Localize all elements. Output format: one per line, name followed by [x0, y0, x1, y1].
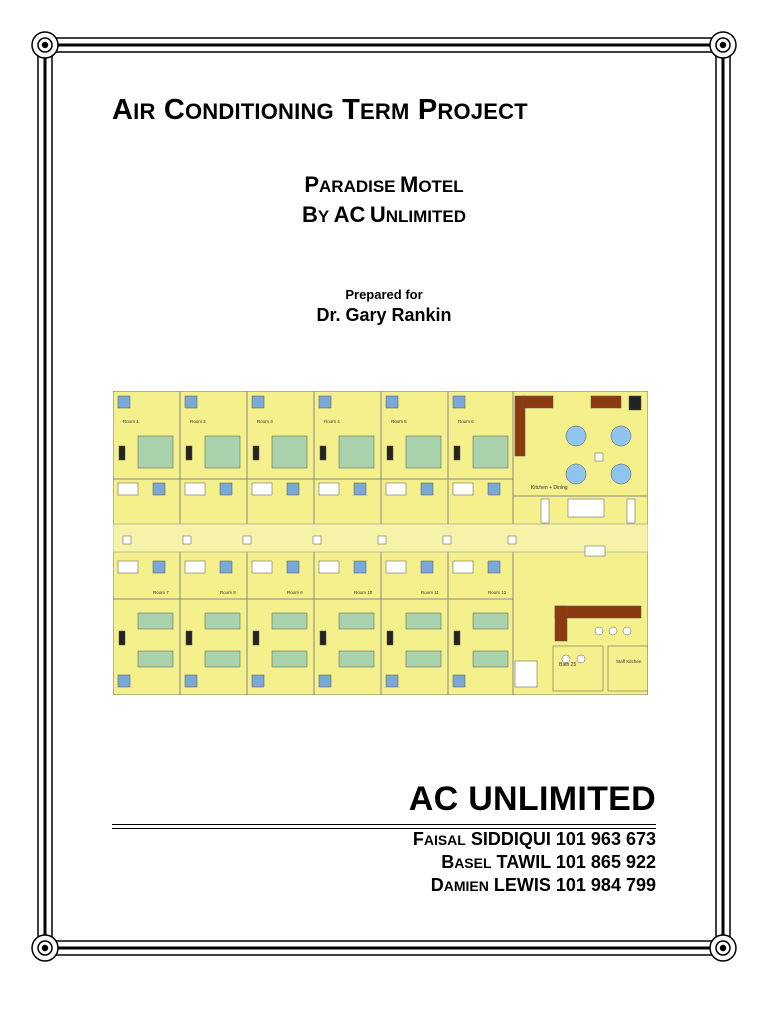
window-furniture — [118, 675, 130, 687]
stairs — [515, 661, 537, 687]
bath-tub — [185, 483, 205, 495]
prepared-for-label: Prepared for — [345, 287, 423, 302]
bath-tub — [319, 561, 339, 573]
bed — [205, 613, 240, 629]
bed — [406, 436, 441, 468]
team-member-1: FAISAL SIDDIQUI 101 963 673 — [412, 829, 656, 849]
company-name: AC UNLIMITED — [408, 780, 656, 818]
desk — [387, 631, 393, 645]
dining-fixture — [595, 453, 603, 461]
window-furniture — [386, 675, 398, 687]
reception-counter — [555, 606, 641, 618]
room-label: Room 10 — [354, 590, 373, 595]
window-furniture — [453, 396, 465, 408]
dining-table — [566, 426, 586, 446]
reception-stool — [595, 627, 603, 635]
bath-tub — [252, 483, 272, 495]
bed — [272, 651, 307, 667]
bath-sink — [577, 655, 585, 663]
room-label: Room 3 — [257, 419, 273, 424]
bath-furniture — [153, 561, 165, 573]
room-label: Room 2 — [190, 419, 206, 424]
window-furniture — [319, 675, 331, 687]
bed — [473, 651, 508, 667]
svg-text:Bath 25: Bath 25 — [559, 662, 577, 668]
team-member-2: BASEL TAWIL 101 865 922 — [441, 852, 656, 872]
bath-furniture — [287, 561, 299, 573]
bath-tub — [319, 483, 339, 495]
window-furniture — [252, 675, 264, 687]
room-label: Room 4 — [324, 419, 340, 424]
desk — [454, 631, 460, 645]
room-label: Room 7 — [153, 590, 169, 595]
window-furniture — [118, 396, 130, 408]
desk — [320, 631, 326, 645]
bed — [138, 651, 173, 667]
bed — [406, 651, 441, 667]
bath-tub — [386, 483, 406, 495]
bed — [138, 436, 173, 468]
bath-furniture — [354, 483, 366, 495]
window-furniture — [185, 396, 197, 408]
desk — [119, 446, 125, 460]
bed — [339, 436, 374, 468]
bath-furniture — [421, 483, 433, 495]
window-furniture — [252, 396, 264, 408]
corridor-fixture — [313, 536, 321, 544]
room-label: Room 11 — [421, 590, 439, 595]
lobby-sofa — [568, 499, 604, 517]
room-label: Room 9 — [287, 590, 303, 595]
stove — [629, 396, 641, 410]
desk — [186, 446, 192, 460]
room-label: Room 12 — [488, 590, 507, 595]
bed — [339, 613, 374, 629]
room-label: Room 6 — [458, 419, 474, 424]
corridor-fixture — [183, 536, 191, 544]
room-label: Room 1 — [123, 419, 139, 424]
bed — [473, 613, 508, 629]
corridor-fixture — [378, 536, 386, 544]
bed — [339, 651, 374, 667]
desk — [119, 631, 125, 645]
desk — [186, 631, 192, 645]
subtitle-line-2: BY AC UNLIMITED — [301, 202, 467, 227]
corridor-fixture — [508, 536, 516, 544]
bath-furniture — [220, 561, 232, 573]
corridor-fixture — [443, 536, 451, 544]
bed — [205, 436, 240, 468]
window-furniture — [319, 396, 331, 408]
document-title: AIR CONDITIONING TERM PROJECT — [112, 94, 528, 126]
bath-furniture — [354, 561, 366, 573]
divider-line — [112, 824, 656, 825]
subtitle-line-1: PARADISE MOTEL — [304, 172, 464, 197]
bath-tub — [453, 561, 473, 573]
window-furniture — [185, 675, 197, 687]
kitchen-counter — [591, 396, 621, 408]
bed — [205, 651, 240, 667]
desk — [253, 631, 259, 645]
bed — [272, 613, 307, 629]
window-furniture — [453, 675, 465, 687]
desk — [320, 446, 326, 460]
team-member-3: DAMIEN LEWIS 101 984 799 — [430, 875, 656, 895]
bed — [406, 613, 441, 629]
reception-stool — [623, 627, 631, 635]
recipient-name: Dr. Gary Rankin — [316, 305, 452, 325]
bath-tub — [453, 483, 473, 495]
bath-tub — [252, 561, 272, 573]
bed — [138, 613, 173, 629]
svg-text:Kitchen + Dining: Kitchen + Dining — [531, 485, 568, 491]
lobby-sofa — [541, 499, 549, 523]
bed — [473, 436, 508, 468]
bath-tub — [386, 561, 406, 573]
lobby-table — [585, 546, 605, 556]
lobby-sofa — [627, 499, 635, 523]
bath-furniture — [488, 483, 500, 495]
room-label: Room 8 — [220, 590, 236, 595]
dining-table — [611, 426, 631, 446]
bed — [272, 436, 307, 468]
corridor-fixture — [123, 536, 131, 544]
reception-stool — [609, 627, 617, 635]
desk — [454, 446, 460, 460]
bath-furniture — [488, 561, 500, 573]
dining-table — [566, 464, 586, 484]
bath-tub — [185, 561, 205, 573]
bath-furniture — [421, 561, 433, 573]
desk — [387, 446, 393, 460]
bath-furniture — [287, 483, 299, 495]
bath-furniture — [153, 483, 165, 495]
corridor-fixture — [243, 536, 251, 544]
window-furniture — [386, 396, 398, 408]
svg-text:Staff Kitchen: Staff Kitchen — [616, 659, 642, 664]
desk — [253, 446, 259, 460]
dining-table — [611, 464, 631, 484]
room-label: Room 5 — [391, 419, 407, 424]
bath-furniture — [220, 483, 232, 495]
reception-counter — [555, 606, 567, 641]
bath-tub — [118, 561, 138, 573]
motel-floor-plan — [113, 391, 648, 695]
bath-tub — [118, 483, 138, 495]
kitchen-counter — [523, 396, 553, 408]
